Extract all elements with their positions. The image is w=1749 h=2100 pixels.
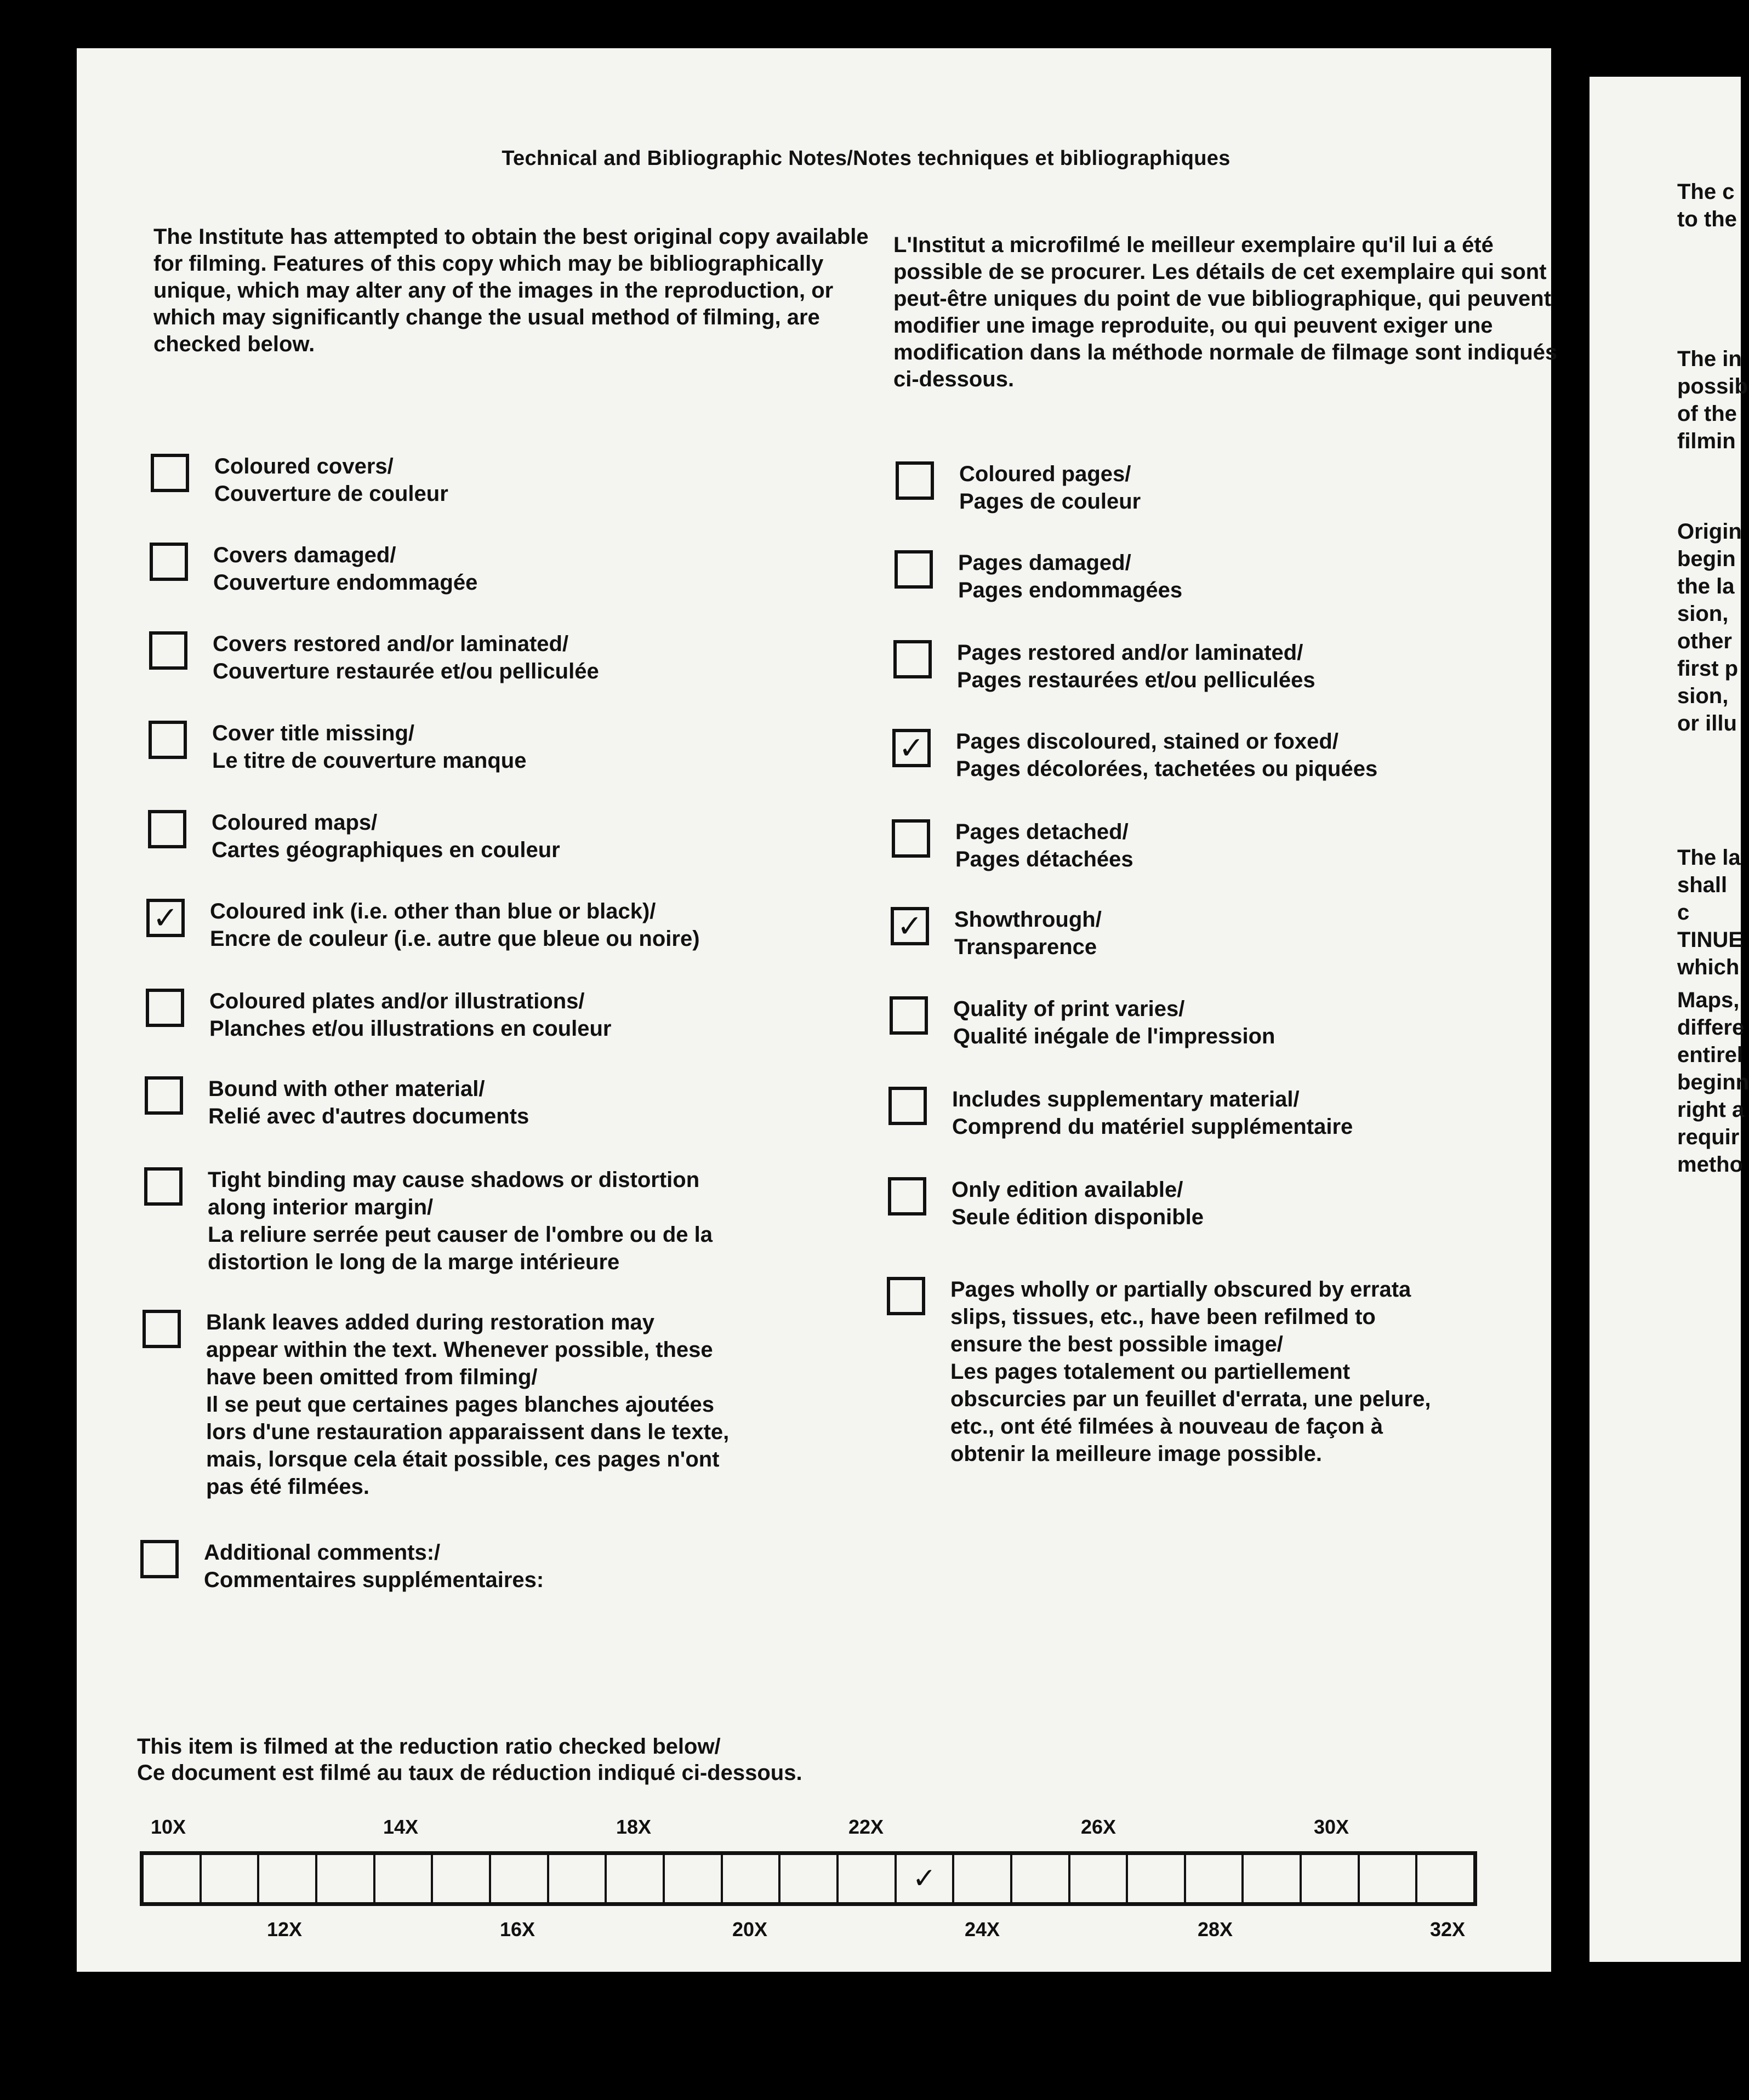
left-checklist-item (149, 720, 861, 774)
checkbox[interactable] (888, 1087, 927, 1125)
ratio-cell[interactable] (1244, 1855, 1302, 1902)
left-checklist-item (150, 541, 862, 596)
ratio-label: 30X (1314, 1816, 1349, 1838)
left-checklist-item (140, 1539, 853, 1594)
checklist-label: Pages damaged/ Pages endommagées (958, 551, 1183, 602)
checkbox[interactable] (149, 721, 187, 759)
checklist-label: Covers damaged/ Couverture endommagée (213, 543, 478, 595)
checklist-label: Includes supplementary material/ Comprend du matériel supplémentaire (952, 1087, 1353, 1139)
checkbox[interactable] (146, 989, 184, 1027)
left-checklist-item (145, 1075, 857, 1130)
reduction-ratio-grid (140, 1851, 1477, 1906)
ratio-label: 24X (965, 1918, 1000, 1941)
adjacent-page (1590, 77, 1749, 1962)
checkbox[interactable] (890, 996, 928, 1035)
checklist-label: Quality of print varies/ Qualité inégale de l'impression (953, 997, 1275, 1048)
ratio-label: 18X (616, 1816, 652, 1838)
ratio-cell[interactable] (1302, 1855, 1360, 1902)
check-mark-icon: ✓ (912, 1863, 937, 1894)
ratio-cell[interactable] (1360, 1855, 1418, 1902)
intro-english: The Institute has attempted to obtain the best original copy available for filming. Features of this copy which may be bibliographically unique, which may alter any of the images in the reproduction, or which may significantly change the usual method of filming, are checked below. (153, 225, 869, 356)
ratio-cell[interactable] (723, 1855, 781, 1902)
checklist-label: Coloured pages/ Pages de couleur (959, 462, 1141, 513)
ratio-cell[interactable] (259, 1855, 317, 1902)
ratio-label: 16X (500, 1918, 535, 1941)
ratio-label: 32X (1430, 1918, 1466, 1941)
right-checklist-item (890, 995, 1536, 1050)
right-checklist-item (892, 818, 1539, 873)
left-checklist-item (146, 898, 859, 952)
checkbox[interactable] (888, 1177, 926, 1216)
ratio-label: 10X (151, 1816, 186, 1838)
adjacent-text-block: Maps, differe entirel beginn right a requir metho (1677, 988, 1749, 1177)
ratio-cell[interactable] (1417, 1855, 1473, 1902)
checkbox[interactable] (896, 461, 934, 500)
checklist-label: Bound with other material/ Relié avec d'autres documents (208, 1077, 529, 1128)
ratio-cell[interactable] (549, 1855, 607, 1902)
checklist-label: Covers restored and/or laminated/ Couverture restaurée et/ou pelliculée (213, 632, 599, 683)
checkbox[interactable] (148, 810, 186, 848)
checkbox[interactable] (143, 1310, 181, 1348)
checklist-label: Pages restored and/or laminated/ Pages restaurées et/ou pelliculées (957, 641, 1315, 692)
adjacent-text-block: The la shall c TINUE which (1677, 846, 1743, 979)
ratio-cell[interactable] (144, 1855, 202, 1902)
checklist-label: Only edition available/ Seule édition disponible (952, 1178, 1204, 1229)
left-checklist-item (151, 453, 863, 507)
adjacent-text-block: Origin begin the la sion, other first p sion, or illu (1677, 520, 1742, 735)
ratio-cell[interactable] (491, 1855, 549, 1902)
right-checklist-item (895, 549, 1541, 604)
ratio-cell[interactable] (375, 1855, 434, 1902)
checkbox[interactable] (895, 550, 933, 589)
checkbox[interactable] (144, 1167, 183, 1206)
intro-french: L'Institut a microfilmé le meilleur exemplaire qu'il lui a été possible de se procurer. Les détails de cet exemplaire qui sont peut-être uniques du point de vue bibliographique, qui peuvent modifier une image reproduite, ou qui peuvent exiger une modification dans la méthode normale de filmage sont indiqués ci-dessous. (893, 233, 1558, 391)
checklist-label: Showthrough/ Transparence (954, 908, 1102, 959)
checkbox[interactable] (151, 454, 189, 492)
checklist-label: Additional comments:/ Commentaires supplémentaires: (204, 1540, 544, 1592)
right-checklist-item (896, 460, 1542, 515)
checkbox[interactable] (893, 640, 932, 678)
checkbox[interactable] (146, 899, 185, 937)
adjacent-text-block: The in possib of the filmin (1677, 347, 1748, 453)
checkbox[interactable] (891, 907, 929, 945)
ratio-cell[interactable] (665, 1855, 723, 1902)
checklist-label: Coloured ink (i.e. other than blue or black)/ Encre de couleur (i.e. autre que bleue ou noire) (210, 899, 700, 951)
ratio-label: 14X (383, 1816, 419, 1838)
left-checklist-item (143, 1309, 855, 1500)
notes-page (77, 48, 1558, 1972)
ratio-label: 22X (848, 1816, 884, 1838)
reduction-text-french: Ce document est filmé au taux de réduction indiqué ci-dessous. (137, 1761, 802, 1785)
checklist-label: Pages discoloured, stained or foxed/ Pages décolorées, tachetées ou piquées (956, 729, 1378, 781)
adjacent-text-block: The c to the (1677, 180, 1737, 231)
check-mark-icon: ✓ (152, 900, 179, 935)
right-checklist-item (887, 1276, 1534, 1468)
ratio-cell[interactable] (781, 1855, 839, 1902)
right-checklist-item (888, 1086, 1535, 1140)
checkbox[interactable] (145, 1076, 183, 1115)
checklist-label: Coloured plates and/or illustrations/ Planches et/ou illustrations en couleur (209, 989, 612, 1041)
checkbox[interactable] (892, 819, 930, 858)
checklist-label: Coloured covers/ Couverture de couleur (214, 454, 448, 506)
ratio-cell[interactable] (839, 1855, 897, 1902)
ratio-label: 20X (732, 1918, 768, 1941)
right-checklist-item (893, 639, 1540, 694)
checklist-label: Tight binding may cause shadows or distortion along interior margin/ La reliure serrée peut causer de l'ombre ou de la distortion le long de la marge intérieure (208, 1168, 713, 1274)
ratio-label: 28X (1198, 1918, 1233, 1941)
checklist-label: Coloured maps/ Cartes géographiques en couleur (212, 811, 560, 862)
ratio-cell[interactable] (433, 1855, 491, 1902)
right-checklist-item (891, 906, 1537, 961)
ratio-cell[interactable] (1186, 1855, 1244, 1902)
page-title: Technical and Bibliographic Notes/Notes techniques et bibliographiques (502, 147, 1230, 170)
ratio-label: 26X (1081, 1816, 1116, 1838)
left-checklist-item (148, 809, 861, 864)
check-mark-icon: ✓ (897, 909, 923, 943)
checklist-label: Pages detached/ Pages détachées (955, 820, 1133, 871)
ratio-cell[interactable] (1128, 1855, 1186, 1902)
check-mark-icon: ✓ (898, 731, 925, 765)
checkbox[interactable] (887, 1277, 925, 1315)
left-checklist-item (149, 630, 862, 685)
checkbox[interactable] (149, 631, 187, 670)
right-checklist-item (892, 728, 1539, 783)
checklist-label: Blank leaves added during restoration may appear within the text. Whenever possible, these have been omitted from filming/ Il se peut que certaines pages blanches ajoutées lors d'une restauration apparaissent dans le texte, mais, lorsque cela était possible, ces pages n'ont pas été filmées. (206, 1310, 730, 1499)
checkbox[interactable] (892, 729, 931, 767)
reduction-ratio-text (137, 1733, 1014, 1786)
ratio-cell[interactable] (1012, 1855, 1070, 1902)
checkbox[interactable] (140, 1540, 179, 1578)
ratio-cell[interactable] (317, 1855, 375, 1902)
left-checklist-item (144, 1166, 857, 1276)
right-checklist-item (888, 1176, 1535, 1231)
ratio-cell[interactable] (897, 1855, 955, 1902)
ratio-cell[interactable] (607, 1855, 665, 1902)
checklist-label: Cover title missing/ Le titre de couverture manque (212, 721, 527, 773)
ratio-cell[interactable] (202, 1855, 260, 1902)
reduction-text-english: This item is filmed at the reduction ratio checked below/ (137, 1734, 721, 1759)
ratio-cell[interactable] (954, 1855, 1012, 1902)
checkbox[interactable] (150, 543, 188, 581)
ratio-cell[interactable] (1070, 1855, 1129, 1902)
ratio-label: 12X (267, 1918, 303, 1941)
left-checklist-item (146, 988, 858, 1042)
checklist-label: Pages wholly or partially obscured by errata slips, tissues, etc., have been refilmed to ensure the best possible image/ Les pages totalement ou partiellement obscurcies par un feuillet d'errata, une pelure, etc., ont été filmées à nouveau de façon à obtenir la meilleure image possible. (950, 1277, 1431, 1466)
